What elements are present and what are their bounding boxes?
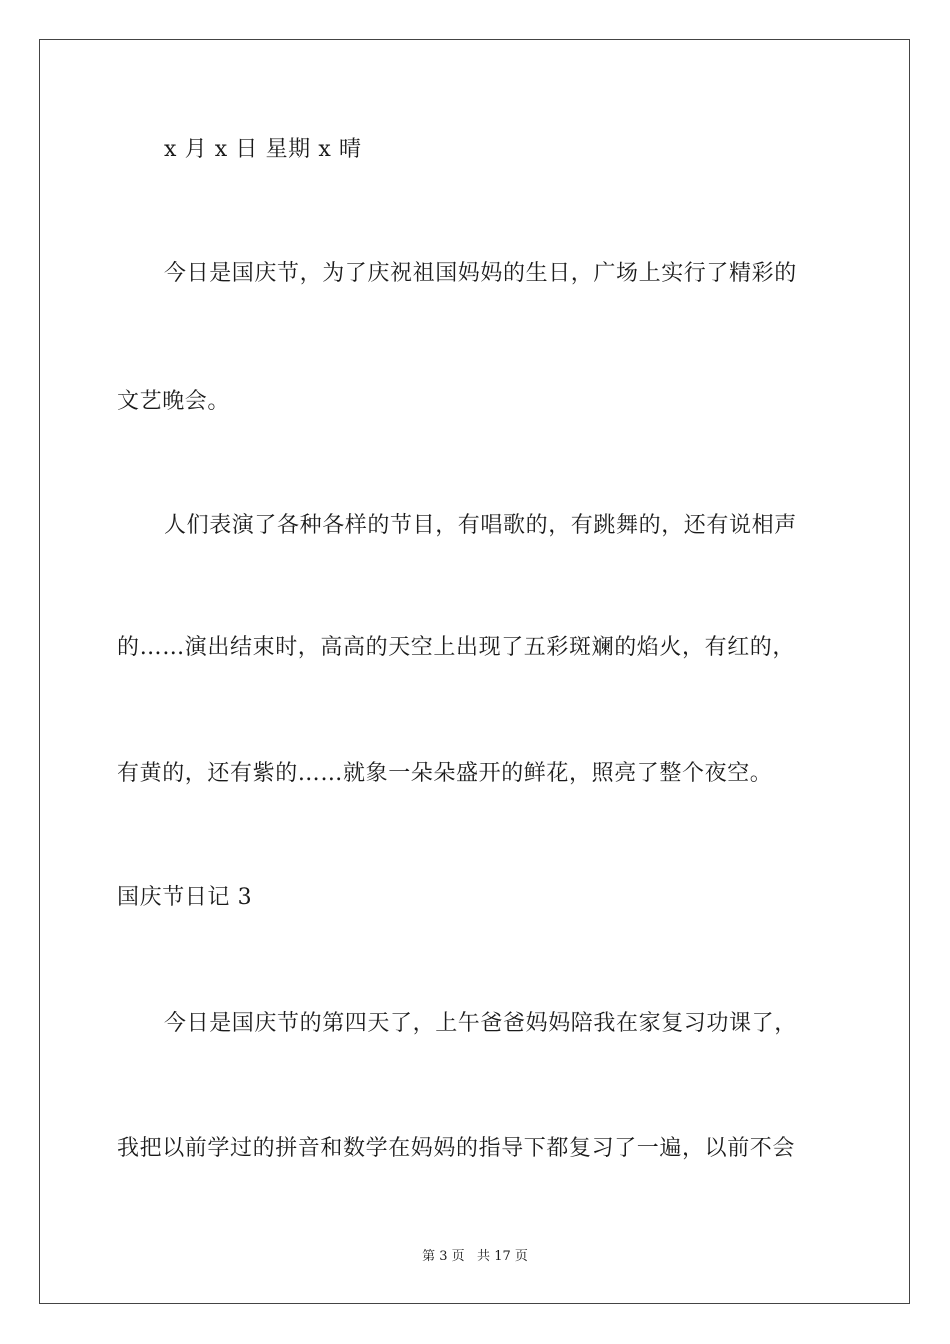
paragraph-line: 我把以前学过的拼音和数学在妈妈的指导下都复习了一遍，以前不会: [117, 1136, 796, 1161]
paragraph-line: 文艺晚会。: [117, 389, 231, 414]
section-heading: 国庆节日记 3: [117, 885, 253, 910]
page-border: [39, 39, 910, 1304]
paragraph-line: 的……演出结束时，高高的天空上出现了五彩斑斓的焰火，有红的，: [117, 635, 796, 660]
paragraph-line: 今日是国庆节，为了庆祝祖国妈妈的生日，广场上实行了精彩的: [164, 261, 797, 286]
paragraph-line: 今日是国庆节的第四天了，上午爸爸妈妈陪我在家复习功课了，: [164, 1011, 797, 1036]
diary-date-line: x 月 x 日 星期 x 晴: [164, 137, 362, 162]
page-number-footer: 第 3 页 共 17 页: [422, 1249, 528, 1264]
paragraph-line: 人们表演了各种各样的节目，有唱歌的，有跳舞的，还有说相声: [164, 513, 797, 538]
paragraph-line: 有黄的，还有紫的……就象一朵朵盛开的鲜花，照亮了整个夜空。: [117, 761, 773, 786]
